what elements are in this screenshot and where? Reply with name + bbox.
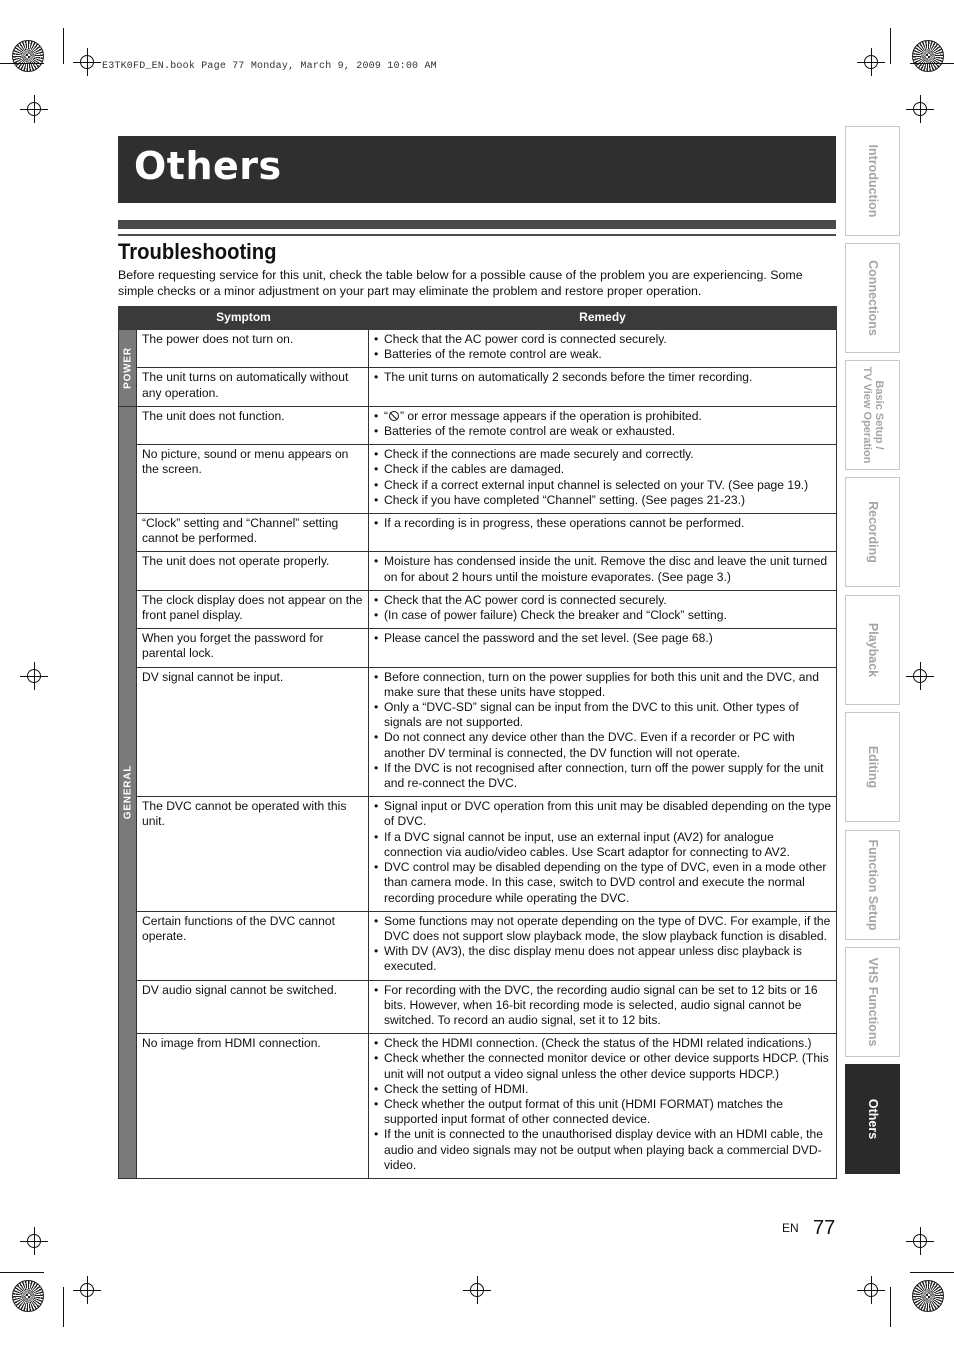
remedy-item: • The unit turns on automatically 2 seconds before the timer recording. bbox=[374, 370, 832, 385]
chapter-tab-vhs-functions[interactable] bbox=[845, 947, 900, 1057]
table-row bbox=[119, 797, 837, 911]
crosshair-registration-mark bbox=[857, 1276, 885, 1304]
remedy-item: • If a DVC signal cannot be input, use an external input (AV2) for analogue connection via audio/video cables. Use Scart adaptor for connecting to AV2. bbox=[374, 830, 832, 860]
crosshair-registration-mark bbox=[906, 1227, 934, 1255]
chapter-tab-others[interactable] bbox=[845, 1064, 900, 1174]
chapter-tab-connections[interactable] bbox=[845, 243, 900, 353]
remedy-cell bbox=[369, 590, 837, 628]
chapter-tab-label: Basic Setup / TV View Operation bbox=[860, 366, 885, 464]
chapter-tab-label: Connections bbox=[865, 260, 880, 336]
symptom-cell: No picture, sound or menu appears on the screen. bbox=[137, 445, 369, 514]
chapter-tab-basic-setup[interactable] bbox=[845, 360, 900, 470]
remedy-item: • Check the setting of HDMI. bbox=[374, 1082, 832, 1097]
symptom-cell: Certain functions of the DVC cannot operate. bbox=[137, 911, 369, 980]
remedy-cell bbox=[369, 629, 837, 667]
chapter-tab-label: Function Setup bbox=[865, 839, 880, 931]
category-general bbox=[119, 406, 137, 1178]
remedy-item: • For recording with the DVC, the recording audio signal can be set to 12 bits or 16 bits. However, when 16-bit recording mode is selected, audio signal cannot be switched. To record an audio signal, set it to 12 bits. bbox=[374, 983, 832, 1029]
table-row bbox=[119, 980, 837, 1034]
chapter-tab-label: Others bbox=[865, 1098, 880, 1140]
remedy-item: • If the DVC is not recognised after connection, turn off the power supply for the unit and re-connect the DVC. bbox=[374, 761, 832, 791]
symptom-cell: The power does not turn on. bbox=[137, 330, 369, 368]
remedy-cell bbox=[369, 552, 837, 590]
remedy-item: • “ ” or error message appears if the operation is prohibited. bbox=[374, 409, 832, 424]
crosshair-registration-mark bbox=[20, 95, 48, 123]
table-row bbox=[119, 911, 837, 980]
remedy-cell bbox=[369, 406, 837, 444]
remedy-item: • (In case of power failure) Check the breaker and “Clock” setting. bbox=[374, 608, 832, 623]
crop-mark bbox=[890, 1287, 891, 1327]
crosshair-registration-mark bbox=[73, 48, 101, 76]
crosshair-registration-mark bbox=[73, 1276, 101, 1304]
remedy-cell bbox=[369, 1034, 837, 1179]
remedy-cell bbox=[369, 368, 837, 406]
chapter-tab-editing[interactable] bbox=[845, 712, 900, 822]
symptom-cell: When you forget the password for parental lock. bbox=[137, 629, 369, 667]
divider bbox=[118, 234, 836, 236]
symptom-cell: The clock display does not appear on the front panel display. bbox=[137, 590, 369, 628]
color-registration-mark bbox=[912, 1280, 944, 1312]
remedy-item: • If a recording is in progress, these operations cannot be performed. bbox=[374, 516, 832, 531]
crop-mark bbox=[0, 1272, 44, 1273]
remedy-header: Remedy bbox=[369, 307, 837, 330]
category-label: GENERAL bbox=[121, 765, 133, 820]
symptom-cell: The DVC cannot be operated with this unit. bbox=[137, 797, 369, 911]
remedy-cell bbox=[369, 514, 837, 552]
remedy-cell bbox=[369, 330, 837, 368]
remedy-item: • Only a “DVC-SD” signal can be input from the DVC to this unit. Other types of signals are not supported. bbox=[374, 700, 832, 730]
symptom-cell: “Clock” setting and “Channel” setting cannot be performed. bbox=[137, 514, 369, 552]
symptom-cell: The unit does not operate properly. bbox=[137, 552, 369, 590]
remedy-item: • Batteries of the remote control are weak or exhausted. bbox=[374, 424, 832, 439]
title-bar bbox=[118, 136, 836, 203]
chapter-tab-recording[interactable] bbox=[845, 477, 900, 587]
crosshair-registration-mark bbox=[20, 1227, 48, 1255]
crop-mark bbox=[890, 28, 891, 64]
remedy-item: • Before connection, turn on the power supplies for both this unit and the DVC, and make sure that these units have stopped. bbox=[374, 670, 832, 700]
category-power bbox=[119, 330, 137, 407]
page-number: 77 bbox=[813, 1217, 836, 1239]
chapter-tab-label: Recording bbox=[865, 501, 880, 563]
language-label: EN bbox=[782, 1221, 799, 1235]
category-label: POWER bbox=[121, 347, 133, 389]
remedy-item: • Please cancel the password and the set level. (See page 68.) bbox=[374, 631, 832, 646]
symptom-header: Symptom bbox=[119, 307, 369, 330]
remedy-cell bbox=[369, 980, 837, 1034]
page-title: Others bbox=[134, 144, 282, 188]
remedy-item: • Check if a correct external input channel is selected on your TV. (See page 19.) bbox=[374, 478, 832, 493]
symptom-cell: No image from HDMI connection. bbox=[137, 1034, 369, 1179]
print-header: E3TK0FD_EN.book Page 77 Monday, March 9, 2009 10:00 AM bbox=[102, 61, 437, 72]
remedy-item: • With DV (AV3), the disc display menu does not appear unless disc playback is executed. bbox=[374, 944, 832, 974]
troubleshooting-table bbox=[118, 306, 837, 1179]
crosshair-registration-mark bbox=[906, 662, 934, 690]
table-row bbox=[119, 368, 837, 406]
remedy-item: • Check if the connections are made securely and correctly. bbox=[374, 447, 832, 462]
symptom-cell: DV audio signal cannot be switched. bbox=[137, 980, 369, 1034]
color-registration-mark bbox=[912, 40, 944, 72]
crosshair-registration-mark bbox=[906, 95, 934, 123]
symptom-cell: DV signal cannot be input. bbox=[137, 667, 369, 797]
remedy-item: • Moisture has condensed inside the unit. Remove the disc and leave the unit turned on for about 2 hours until the moisture evaporates. (See page 3.) bbox=[374, 554, 832, 584]
remedy-item: • Check whether the connected monitor device or other device supports HDCP. (This unit will not output a video signal unless the other device supports HDCP.) bbox=[374, 1051, 832, 1081]
remedy-cell bbox=[369, 445, 837, 514]
table-row bbox=[119, 330, 837, 368]
symptom-cell: The unit turns on automatically without any operation. bbox=[137, 368, 369, 406]
remedy-cell bbox=[369, 911, 837, 980]
chapter-tab-label: Introduction bbox=[865, 144, 880, 218]
crosshair-registration-mark bbox=[463, 1276, 491, 1304]
remedy-item: • Signal input or DVC operation from this unit may be disabled depending on the type of DVC. bbox=[374, 799, 832, 829]
remedy-item: • Batteries of the remote control are weak. bbox=[374, 347, 832, 362]
remedy-item: • Check that the AC power cord is connected securely. bbox=[374, 593, 832, 608]
color-registration-mark bbox=[12, 1280, 44, 1312]
intro-paragraph: Before requesting service for this unit, check the table below for a possible cause of the problem you are experiencing. Some simple checks or a minor adjustment on your part may eliminate the problem and restore proper operation. bbox=[118, 268, 803, 298]
prohibited-icon bbox=[389, 411, 399, 421]
remedy-item: • Do not connect any device other than the DVC. Even if a recorder or PC with another DV terminal is connected, the DV function will not operate. bbox=[374, 730, 832, 760]
remedy-item: • If the unit is connected to the unauthorised display device with an HDMI cable, the audio and video signals may not be output when playing back a commercial DVD-video. bbox=[374, 1127, 832, 1173]
section-title: Troubleshooting bbox=[118, 239, 277, 264]
remedy-item: • Check whether the output format of this unit (HDMI FORMAT) matches the supported input format of other connected device. bbox=[374, 1097, 832, 1127]
remedy-cell bbox=[369, 667, 837, 797]
table-row bbox=[119, 406, 837, 444]
table-row bbox=[119, 629, 837, 667]
table-row bbox=[119, 1034, 837, 1179]
chapter-tab-label: Editing bbox=[865, 745, 880, 789]
table-row bbox=[119, 667, 837, 797]
crop-mark bbox=[63, 28, 64, 64]
crop-mark bbox=[910, 63, 954, 64]
crosshair-registration-mark bbox=[857, 48, 885, 76]
chapter-tab-label: Playback bbox=[865, 622, 880, 678]
crop-mark bbox=[910, 1272, 954, 1273]
chapter-tab-function-setup[interactable] bbox=[845, 830, 900, 940]
remedy-item: • Check if the cables are damaged. bbox=[374, 462, 832, 477]
table-row bbox=[119, 445, 837, 514]
table-row bbox=[119, 552, 837, 590]
remedy-item: • Some functions may not operate depending on the type of DVC. For example, if the DVC does not support slow playback mode, the slow playback function is disabled. bbox=[374, 914, 832, 944]
table-row bbox=[119, 590, 837, 628]
remedy-cell bbox=[369, 797, 837, 911]
chapter-tab-label: VHS Functions bbox=[865, 957, 880, 1047]
remedy-item: • Check that the AC power cord is connected securely. bbox=[374, 332, 832, 347]
color-registration-mark bbox=[12, 40, 44, 72]
symptom-cell: The unit does not function. bbox=[137, 406, 369, 444]
chapter-tab-playback[interactable] bbox=[845, 595, 900, 705]
divider bbox=[118, 220, 836, 229]
remedy-item: • Check if you have completed “Channel” setting. (See pages 21-23.) bbox=[374, 493, 832, 508]
remedy-item: • DVC control may be disabled depending on the type of DVC, even in a mode other than camera mode. In this case, switch to DVD control and execute the normal recording procedure while operating the DVC. bbox=[374, 860, 832, 906]
table-header-row bbox=[119, 307, 837, 330]
remedy-item: • Check the HDMI connection. (Check the status of the HDMI related indications.) bbox=[374, 1036, 832, 1051]
table-row bbox=[119, 514, 837, 552]
crop-mark bbox=[63, 1287, 64, 1327]
crop-mark bbox=[0, 63, 44, 64]
crosshair-registration-mark bbox=[20, 662, 48, 690]
chapter-tab-introduction[interactable] bbox=[845, 126, 900, 236]
